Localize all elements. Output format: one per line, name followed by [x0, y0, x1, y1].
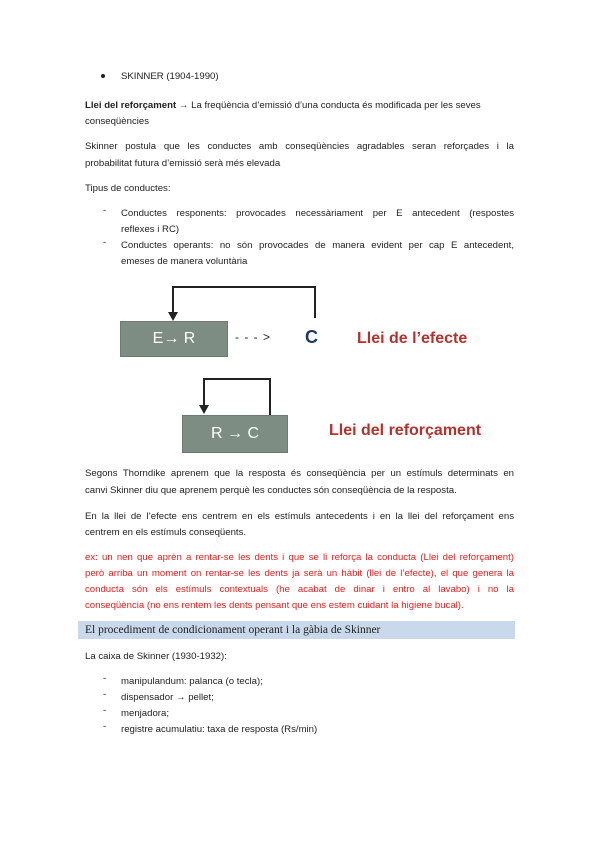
example-line4: conseqüència (no ens rentem les dents pensant que ens estem cuidant la higiene bucal).	[85, 600, 464, 611]
dash-icon: -	[103, 205, 107, 216]
dash-icon: -	[103, 705, 107, 716]
dash-icon: -	[103, 237, 107, 248]
law-efecte: Llei de l’efecte	[357, 330, 468, 347]
tipus-item-2-line2: emeses de manera voluntària	[121, 256, 248, 267]
caixa-item: menjadora;	[121, 708, 169, 719]
caixa-title: La caixa de Skinner (1930-1932):	[85, 651, 227, 662]
example-line1: ex: un nen que aprèn a rentar-se les dents i que se li reforça la conducta (Llei del reforçament)	[85, 552, 514, 563]
dashed-arrow: - - - >	[235, 330, 271, 344]
box-e-r: E→ R	[120, 321, 228, 357]
efecte-line2: centrem en els estímuls conseqüents.	[85, 527, 247, 538]
law-reforcament: Llei del reforçament	[329, 422, 482, 439]
postula-line1: Skinner postula que les conductes amb conseqüències agradables seran reforçades i la	[85, 141, 514, 152]
tipus-item-2-line1: Conductes operants: no són provocades de manera evident per cap E antecedent,	[121, 240, 514, 251]
dash-icon: -	[103, 721, 107, 732]
c-label: C	[305, 327, 318, 347]
efecte-line1: En la llei de l’efecte ens centrem en els estímuls antecedents i en la llei del reforçament ens	[85, 511, 514, 522]
postula-line2: probabilitat futura d’emissió serà més elevada	[85, 158, 281, 169]
definition-line2: conseqüències	[85, 116, 150, 127]
thorndike-line1: Segons Thorndike aprenem que la resposta és conseqüència per un estímuls determinats en	[85, 468, 514, 479]
dash-icon: -	[103, 673, 107, 684]
llei-reforcament-term: Llei del reforçament	[85, 100, 177, 111]
caixa-item: dispensador → pellet;	[121, 692, 214, 703]
tipus-title: Tipus de conductes:	[85, 183, 171, 194]
box-r-c: R → C	[182, 415, 288, 453]
dash-icon: -	[103, 689, 107, 700]
tipus-item-1-line2: reflexes i RC)	[121, 224, 180, 235]
example-line3: conducta són els estímuls contextuals (he acabat de dinar i entro al lavabo) i no la	[85, 584, 514, 595]
caixa-item: manipulandum: palanca (o tecla);	[121, 676, 263, 687]
arrow-icon: →	[178, 100, 189, 111]
bullet-skinner: SKINNER (1904-1990)	[121, 71, 219, 82]
tipus-item-1-line1: Conductes responents: provocades necessàriament per E antecedent (respostes	[121, 208, 514, 219]
example-line2: però arriba un moment on rentar-se les dents ja serà un hàbit (llei de l’efecte), el que genera la	[85, 568, 514, 579]
section-heading: El procediment de condicionament operant i la gàbia de Skinner	[85, 624, 381, 636]
thorndike-line2: canvi Skinner diu que aprenem perquè les conductes són conseqüència de la resposta.	[85, 485, 457, 496]
caixa-item: registre acumulatiu: taxa de resposta (Rs/min)	[121, 724, 318, 735]
definition-line1: La freqüència d’emissió d’una conducta és modificada per les seves	[191, 100, 481, 111]
